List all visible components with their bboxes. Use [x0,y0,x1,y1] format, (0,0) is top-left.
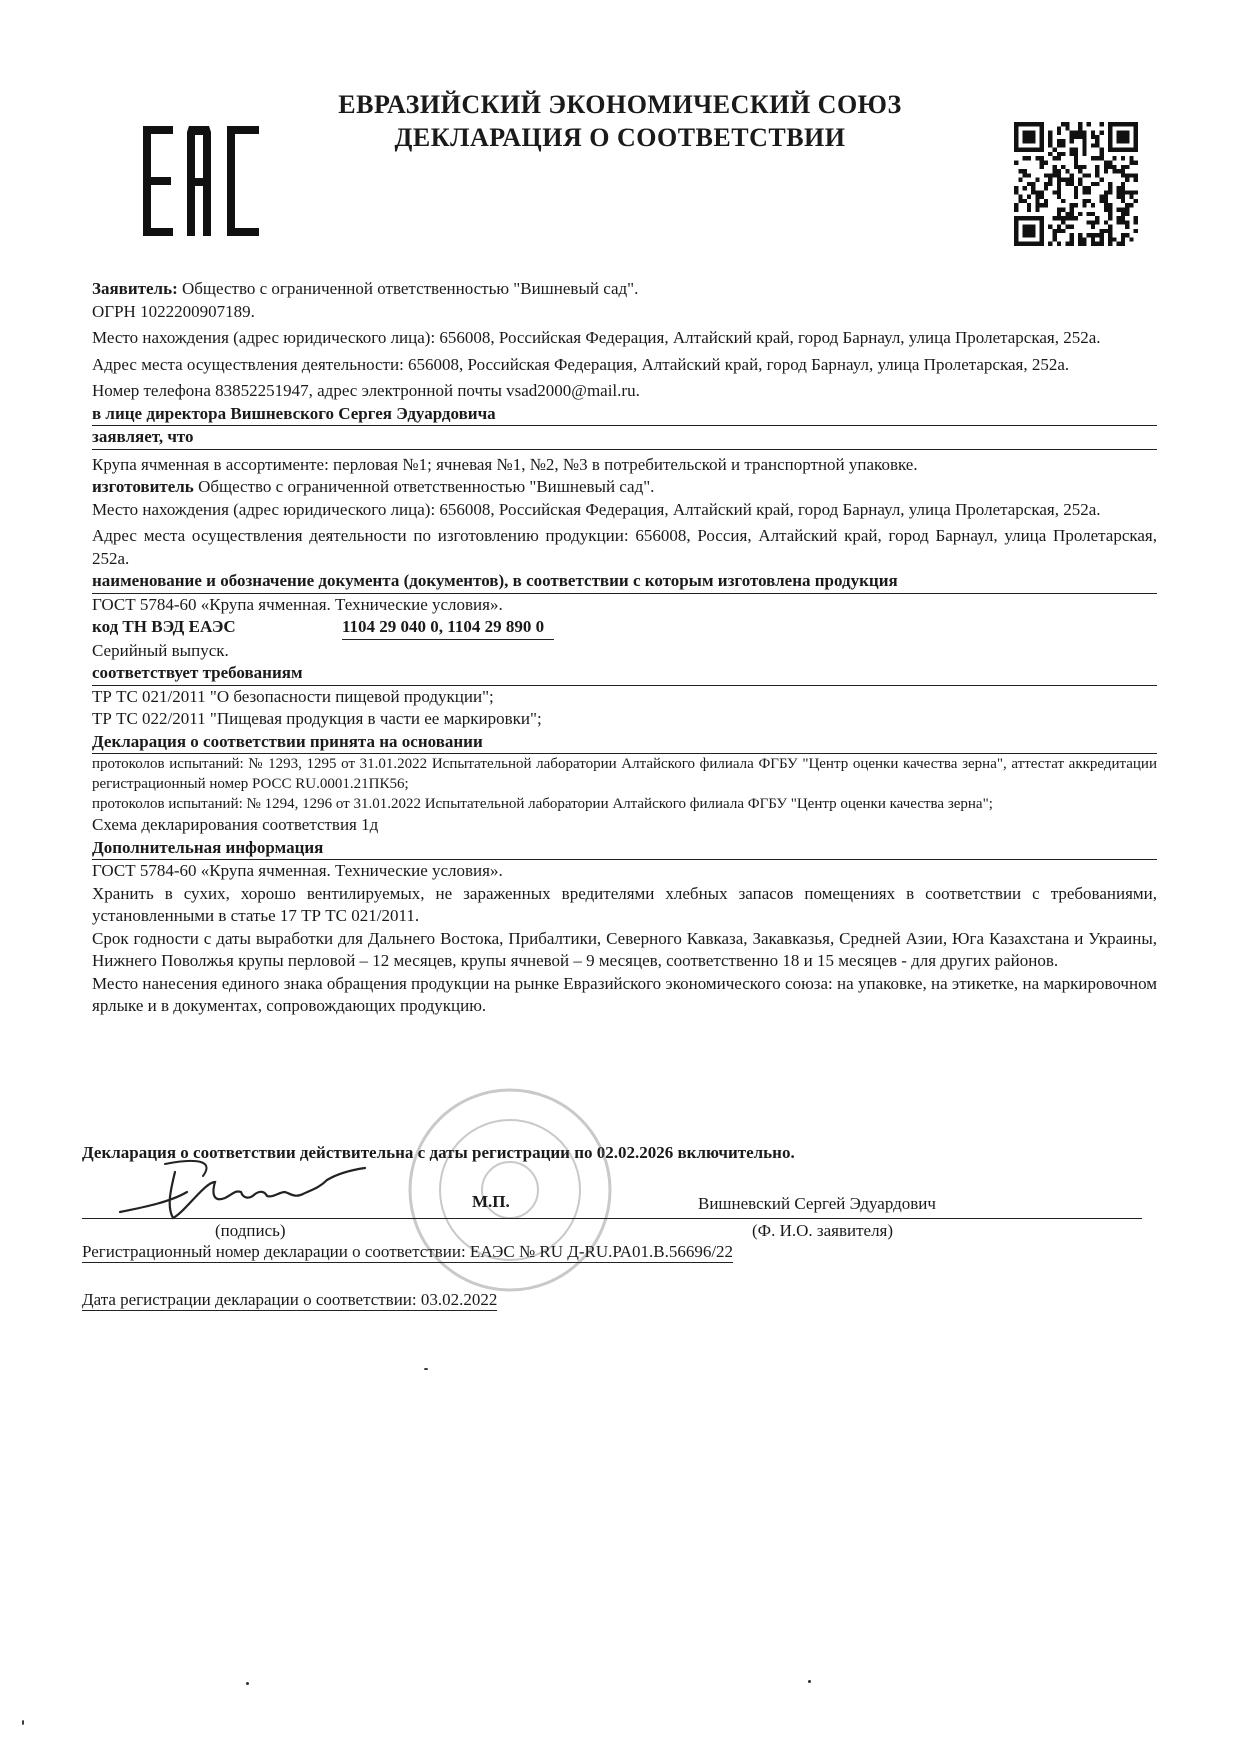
eac-logo [143,126,261,236]
basis-label: Декларация о соответствии принята на основании [92,731,1157,755]
applicant-activity-address: Адрес места осуществления деятельности: 656008, Российская Федерация, Алтайский край, город Барнаул, улица Пролетарская, 252а. [92,354,1070,374]
declaration-body [92,278,1157,1018]
signer-name: Вишневский Сергей Эдуардович [698,1194,936,1213]
declares-label: заявляет, что [92,426,1157,450]
document-title [300,88,940,154]
basis-protocol-1: протоколов испытаний: № 1293, 1295 от 31.01.2022 Испытательной лаборатории Алтайского филиала ФГБУ "Центр оценки качества зерна", аттестат аккредитации регистрационный номер РОСС RU.0001.21ПК56; [92,756,1157,792]
eac-logo-icon [143,126,261,236]
hs-code-label: код ТН ВЭД ЕАЭС [92,617,236,636]
applicant-label: Заявитель: [92,279,178,298]
additional-mark-place: Место нанесения единого знака обращения продукции на рынке Евразийского экономического союза: на упаковке, на этикетке, на маркировочном ярлыке и в документах, сопровождающих продукцию. [92,973,1157,1015]
hs-code-value: 1104 29 040 0, 1104 29 890 0 [342,616,554,640]
manufacturer-label: изготовитель [92,477,194,496]
applicant-legal-address: Место нахождения (адрес юридического лица): 656008, Российская Федерация, Алтайский край, город Барнаул, улица Пролетарская, 252а. [92,328,1101,347]
scan-speck [424,1368,428,1370]
product-description: Крупа ячменная в ассортименте: перловая №1; ячневая №1, №2, №3 в потребительской и транспортной упаковке. [92,454,918,474]
signature-caption: (подпись) [215,1221,286,1240]
applicant-name: Общество с ограниченной ответственностью "Вишневый сад". [181,279,639,298]
registration-number: Регистрационный номер декларации о соответствии: ЕАЭС № RU Д-RU.РА01.В.56696/22 [82,1242,734,1261]
manufacturer-line [92,476,1157,499]
scan-speck [246,1682,249,1685]
additional-shelf-life: Срок годности с даты выработки для Дальнего Востока, Прибалтики, Северного Кавказа, Закавказья, Средней Азии, Юга Казахстана и Украины, Нижнего Поволжья крупы перловой – 12 месяцев, крупы ячневой – 9 месяцев, соответственно 18 и 15 месяцев - для других районов. [92,928,1157,970]
title-line-union: ЕВРАЗИЙСКИЙ ЭКОНОМИЧЕСКИЙ СОЮЗ [338,90,902,119]
validity-statement: Декларация о соответствии действительна с даты регистрации по 02.02.2026 включительно. [82,1143,795,1162]
basis-protocol-2: протоколов испытаний: № 1294, 1296 от 31.01.2022 Испытательной лаборатории Алтайского филиала ФГБУ "Центр оценки качества зерна"; [92,796,993,812]
additional-storage: Хранить в сухих, хорошо вентилируемых, не зараженных вредителями хлебных запасов помещениях в соответствии с требованиями, установленными в статье 17 ТР ТС 021/2011. [92,883,1157,925]
basis-scheme: Схема декларирования соответствия 1д [92,815,379,834]
signature-icon [115,1152,375,1232]
requirement-item-2: ТР ТС 022/2011 "Пищевая продукция в части ее маркировки"; [92,709,542,728]
title-line-declaration: ДЕКЛАРАЦИЯ О СООТВЕТСТВИИ [394,123,846,152]
additional-standard: ГОСТ 5784-60 «Крупа ячменная. Технические условия». [92,861,503,880]
hs-code-row [92,616,1157,640]
scan-speck [808,1680,811,1683]
document-value: ГОСТ 5784-60 «Крупа ячменная. Технические условия». [92,594,503,614]
registration-date: Дата регистрации декларации о соответствии: 03.02.2022 [82,1290,498,1309]
manufacturer-legal-address: Место нахождения (адрес юридического лица): 656008, Российская Федерация, Алтайский край, город Барнаул, улица Пролетарская, 252а. [92,499,1101,519]
manufacturer-name: Общество с ограниченной ответственностью "Вишневый сад". [198,477,655,496]
requirements-label: соответствует требованиям [92,662,1157,686]
applicant-line [92,278,1157,301]
applicant-fio-caption: (Ф. И.О. заявителя) [752,1221,894,1240]
requirement-item-1: ТР ТС 021/2011 "О безопасности пищевой продукции"; [92,686,494,706]
manufacturer-production-address: Адрес места осуществления деятельности по изготовлению продукции: 656008, Россия, Алтайский край, город Барнаул, улица Пролетарская, 252а. [92,526,1157,568]
serial-release: Серийный выпуск. [92,640,229,660]
seal-stamp-icon [400,1080,620,1300]
signature-line [82,1218,1142,1219]
document-label: наименование и обозначение документа (документов), в соответствии с которым изготовлена продукция [92,570,1157,594]
applicant-ogrn: ОГРН 1022200907189. [92,301,255,321]
additional-label: Дополнительная информация [92,837,1157,861]
scan-speck [22,1720,24,1725]
applicant-represented-by: в лице директора Вишневского Сергея Эдуардовича [92,403,1157,427]
seal-place-label: М.П. [472,1192,510,1211]
qr-code-icon[interactable] [1014,122,1138,246]
applicant-contacts: Номер телефона 83852251947, адрес электронной почты vsad2000@mail.ru. [92,381,640,400]
